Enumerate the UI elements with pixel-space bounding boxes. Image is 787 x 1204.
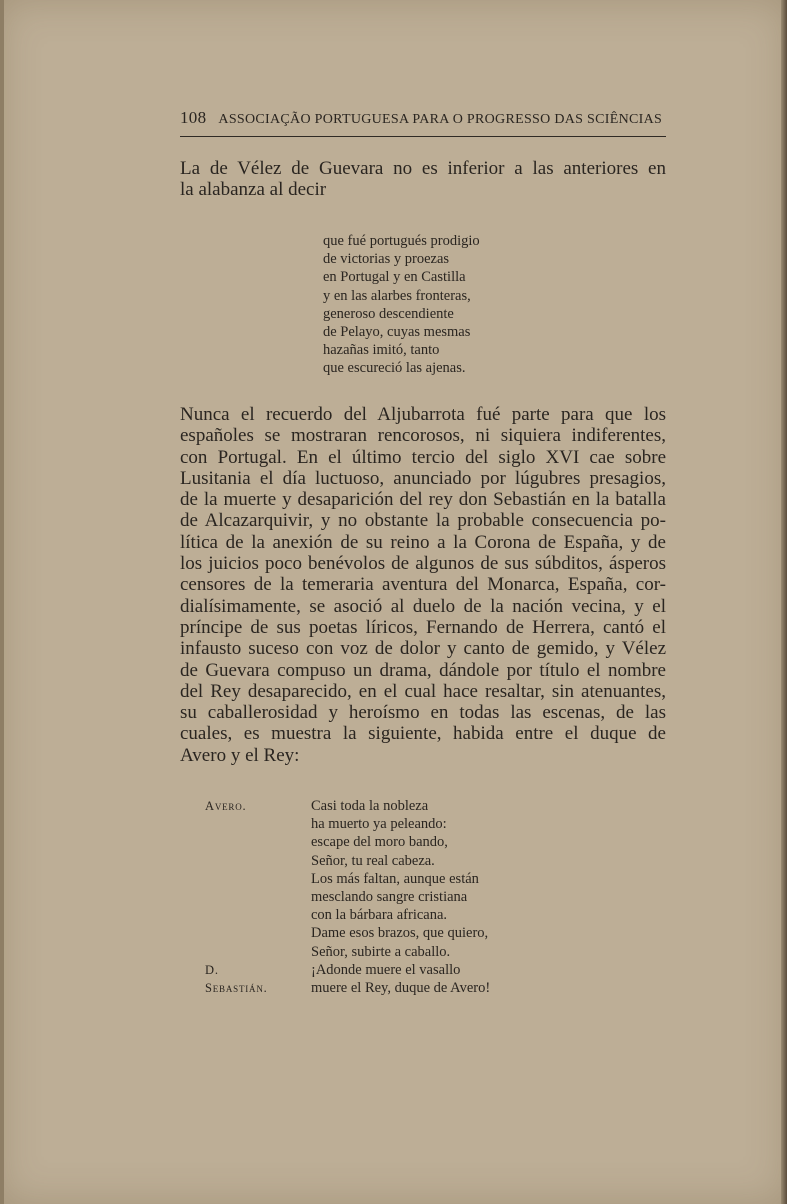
paragraph-2 (180, 404, 666, 766)
speaker-avero: Avero. (205, 799, 247, 813)
verse-line: ha muerto ya peleando: (311, 816, 447, 833)
verse-line: que fué portugués prodigio (323, 233, 480, 249)
speech-avero (311, 797, 488, 961)
verse-line: de Pelayo, cuyas mesmas (323, 324, 471, 341)
paragraph-1 (180, 158, 666, 201)
verse-line: Los más faltan, aunque están (311, 870, 479, 887)
text-line: príncipe de sus poetas líricos, Fernando de Herrera, cantó el (180, 616, 666, 638)
text-line: Avero y el Rey: (180, 744, 300, 766)
verse-line: con la bárbara africana. (311, 907, 448, 924)
text-line: los juicios poco benévolos de algunos de sus súbditos, ásperos (180, 553, 666, 575)
verse-line: y en las alarbes fronteras, (323, 287, 471, 304)
running-title: ASSOCIAÇÃO PORTUGUESA PARA O PROGRESSO DAS SCIÊNCIAS (218, 112, 663, 127)
text-line: de Alcazarquivir, y no obstante la probable consecuencia po- (180, 510, 666, 532)
text-line: La de Vélez de Guevara no es inferior a las anteriores en (180, 158, 666, 179)
verse-line: ¡Adonde muere el vasallo (311, 961, 461, 978)
text-line: lítica de la anexión de su reino a la Corona de España, y de (180, 531, 666, 553)
verse-line: en Portugal y en Castilla (323, 269, 466, 286)
text-line: la alabanza al decir (180, 179, 327, 201)
verse-line: Casi toda la nobleza (311, 798, 429, 814)
text-line: con Portugal. En el último tercio del siglo XVI cae sobre (180, 446, 666, 468)
page-edge-right (781, 0, 787, 1204)
speaker-sebastian: D. Sebastián. (205, 962, 268, 995)
verse-line: generoso descendiente (323, 305, 454, 322)
verse-line: de victorias y proezas (323, 251, 450, 268)
verse-line: hazañas imitó, tanto (323, 342, 440, 359)
page-number: 108 (180, 108, 207, 127)
verse-line: Dame esos brazos, que quiero, (311, 925, 489, 942)
verse-line: muere el Rey, duque de Avero! (311, 980, 491, 996)
verse-line: mesclando sangre cristiana (311, 889, 468, 906)
text-line: cuales, es muestra la siguiente, habida entre el duque de (180, 723, 666, 745)
verse-line: que escureció las ajenas. (323, 360, 466, 377)
verse-line: Señor, subirte a caballo. (311, 943, 451, 960)
verse-line: Señor, tu real cabeza. (311, 852, 435, 869)
text-line: de Guevara compuso un drama, dándole por título el nombre (180, 659, 666, 681)
text-line: censores de la temeraria aventura del Monarca, España, cor- (180, 574, 666, 596)
text-line: Lusitania el día luctuoso, anunciado por lúgubres presagios, (180, 467, 666, 489)
text-line: de la muerte y desaparición del rey don Sebastián en la batalla (180, 489, 666, 511)
page-edge-left (0, 0, 4, 1204)
text-line: Nunca el recuerdo del Aljubarrota fué parte para que los (180, 404, 666, 425)
text-line: dialísimamente, se asoció al duelo de la nación vecina, y el (180, 595, 666, 617)
verse-line: escape del moro bando, (311, 834, 448, 851)
running-header (180, 108, 666, 128)
text-line: del Rey desaparecido, en el cual hace resaltar, sin atenuantes, (180, 680, 666, 702)
header-rule (180, 136, 666, 137)
text-line: españoles se mostraran rencorosos, ni siquiera indiferentes, (180, 425, 666, 447)
verse-quote (323, 232, 480, 378)
text-line: su caballerosidad y heroísmo en todas las escenas, de las (180, 702, 666, 724)
text-line: infausto suceso con voz de dolor y canto de gemido, y Vélez (180, 638, 666, 660)
speech-sebastian (311, 961, 490, 997)
